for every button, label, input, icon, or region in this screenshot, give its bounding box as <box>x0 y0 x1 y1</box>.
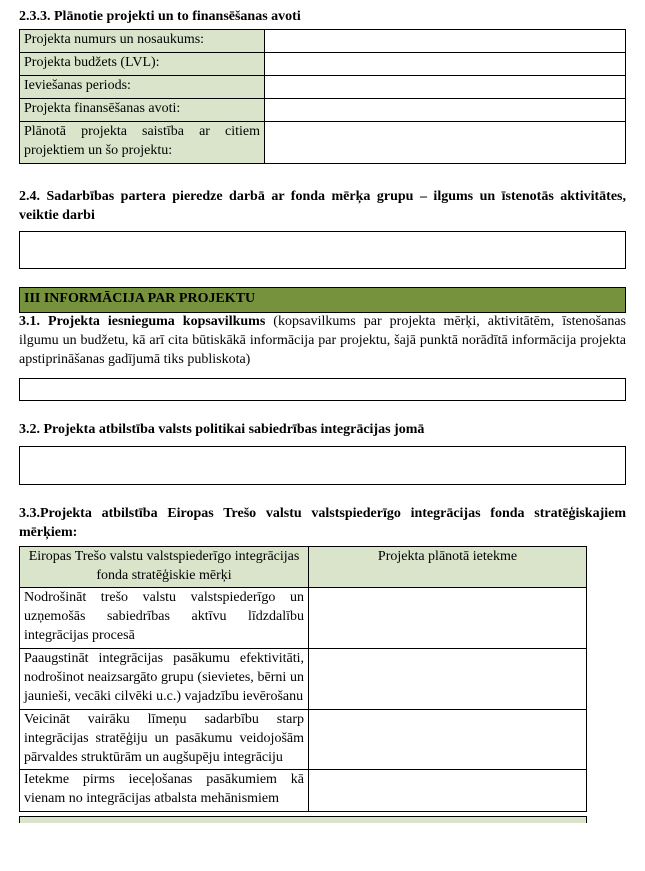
row-value-financing-sources <box>265 98 626 121</box>
impact-active-participation <box>309 588 587 649</box>
table-row <box>20 52 626 75</box>
row-label-project-number: Projekta numurs un nosaukums: <box>20 29 265 52</box>
section-31-heading <box>19 313 626 370</box>
column-header-goals: Eiropas Trešo valstu valstspiederīgo integrācijas fonda stratēģiskie mērķi <box>20 546 309 588</box>
section-31-heading-rest: (kopsavilkums par projekta mērķi, aktivitātēm, īstenošanas ilgumu un budžetu, kā arī cita būtiskākā informācija par projektu, šajā punktā norādītā informācija projekta apstiprināšanas gadījumā tiks publiskota) <box>19 314 626 368</box>
goal-multilevel-cooperation: Veicināt vairāku līmeņu sadarbību starp integrācijas stratēģiju un pasākumu veidojošām pārvaldes struktūrām un augšupēju integrāciju <box>20 709 309 770</box>
goal-active-participation: Nodrošināt trešo valstu valstspiederīgo un uzņemošās sabiedrības aktīvu līdzdalību integrācijas procesā <box>20 588 309 649</box>
section-31-input-box <box>19 378 626 401</box>
table-row <box>20 770 587 812</box>
next-table-partial-row <box>19 816 587 823</box>
section-31-heading-bold: 3.1. Projekta iesnieguma kopsavilkums <box>19 314 266 330</box>
row-label-project-budget: Projekta budžets (LVL): <box>20 52 265 75</box>
row-value-project-number <box>265 29 626 52</box>
table-row <box>20 709 587 770</box>
section-32-heading: 3.2. Projekta atbilstība valsts politikai sabiedrības integrācijas jomā <box>19 422 425 438</box>
planned-projects-table <box>19 29 626 164</box>
section-33-heading: 3.3.Projekta atbilstība Eiropas Trešo valstu valstspiederīgo integrācijas fonda stratēģiskajiem mērķiem: <box>19 505 626 540</box>
section-32-input-box <box>19 446 626 485</box>
table-row <box>20 121 626 163</box>
section-3-bar: III INFORMĀCIJA PAR PROJEKTU <box>19 287 626 313</box>
impact-pre-arrival-measures <box>309 770 587 812</box>
row-label-implementation-period: Ieviešanas periods: <box>20 75 265 98</box>
section-233-heading: 2.3.3. Plānotie projekti un to finansēšanas avoti <box>19 9 301 24</box>
section-24-heading: 2.4. Sadarbības partera pieredze darbā ar fonda mērķa grupu – ilgums un īstenotās aktivitātes, veiktie darbi <box>19 188 626 223</box>
table-row <box>20 588 587 649</box>
column-header-impact: Projekta plānotā ietekme <box>309 546 587 588</box>
section-24-input-box <box>19 231 626 269</box>
goal-effectiveness: Paaugstināt integrācijas pasākumu efektivitāti, nodrošinot neaizsargāto grupu (sievietes, bērni un jaunieši, vecāki cilvēki u.c.) vajadzību ievērošanu <box>20 649 309 710</box>
row-label-financing-sources: Projekta finansēšanas avoti: <box>20 98 265 121</box>
strategic-goals-table <box>19 546 587 813</box>
row-value-implementation-period <box>265 75 626 98</box>
table-row <box>20 75 626 98</box>
table-row <box>20 98 626 121</box>
table-row <box>20 29 626 52</box>
impact-effectiveness <box>309 649 587 710</box>
table-row <box>20 649 587 710</box>
impact-multilevel-cooperation <box>309 709 587 770</box>
row-value-project-budget <box>265 52 626 75</box>
goal-pre-arrival-measures: Ietekme pirms ieceļošanas pasākumiem kā vienam no integrācijas atbalsta mehānismiem <box>20 770 309 812</box>
row-label-project-relation: Plānotā projekta saistība ar citiem projektiem un šo projektu: <box>20 121 265 163</box>
table-header-row <box>20 546 587 588</box>
row-value-project-relation <box>265 121 626 163</box>
